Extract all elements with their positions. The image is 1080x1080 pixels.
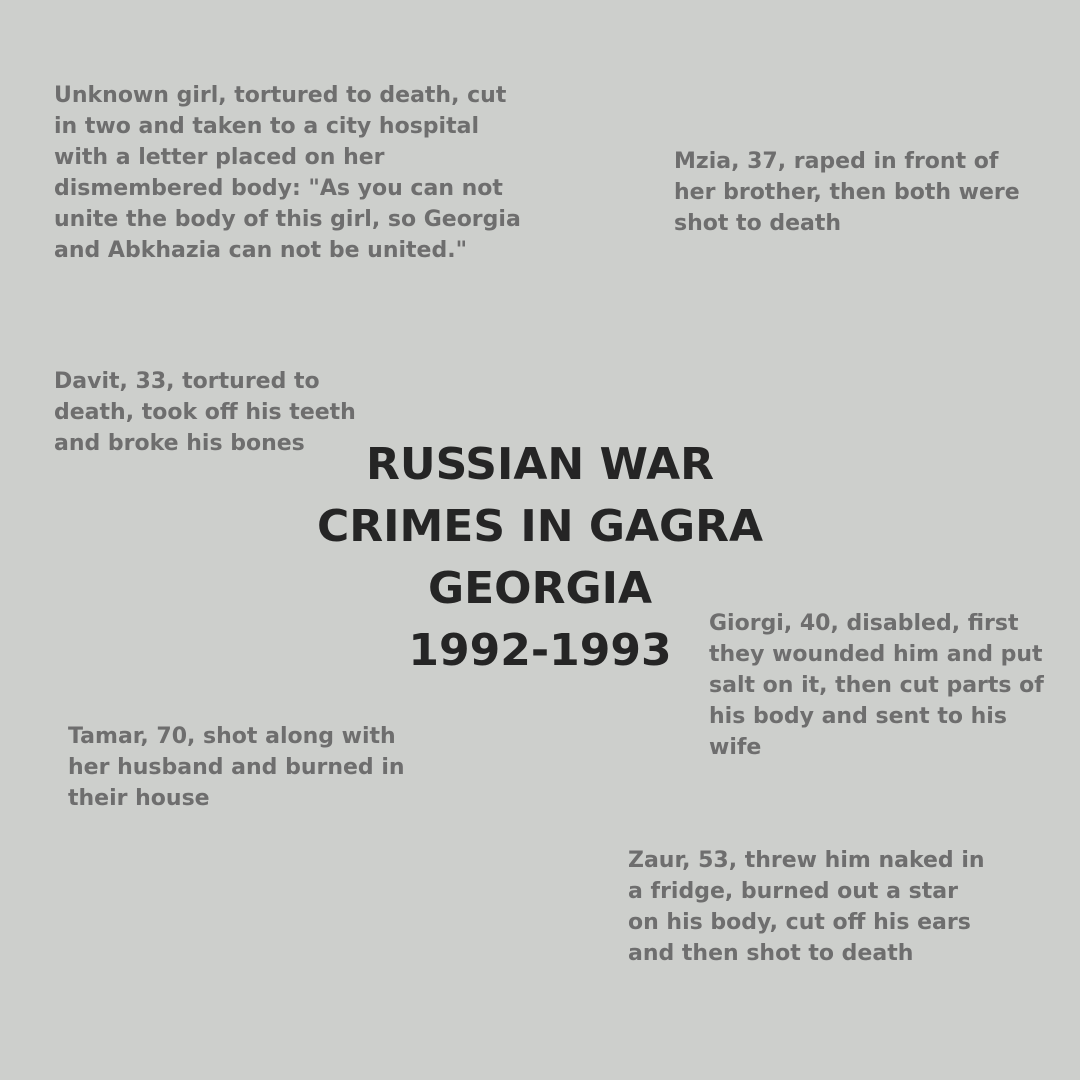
victim-note-davit: Davit, 33, tortured to death, took off his teeth and broke his bones [54,369,356,456]
victim-note-giorgi: Giorgi, 40, disabled, first they wounded him and put salt on it, then cut parts of his body and sent to his wife [709,611,1044,760]
title-line-2: CRIMES IN GAGRA [316,501,764,552]
victim-note-tamar: Tamar, 70, shot along with her husband and burned in their house [68,724,405,811]
title-line-3: GEORGIA [428,563,652,614]
title-line-1: RUSSIAN WAR [365,439,715,490]
victim-note-mzia: Mzia, 37, raped in front of her brother, then both were shot to death [674,149,1020,236]
victim-note-zaur: Zaur, 53, threw him naked in a fridge, burned out a star on his body, cut off his ears and then shot to death [628,848,985,966]
title-line-4: 1992-1993 [408,625,672,676]
victim-note-unknown-girl: Unknown girl, tortured to death, cut in two and taken to a city hospital with a letter placed on her dismembered body: "As you can not unite the body of this girl, so Georgia and Abkhazia can not be united." [54,83,521,263]
